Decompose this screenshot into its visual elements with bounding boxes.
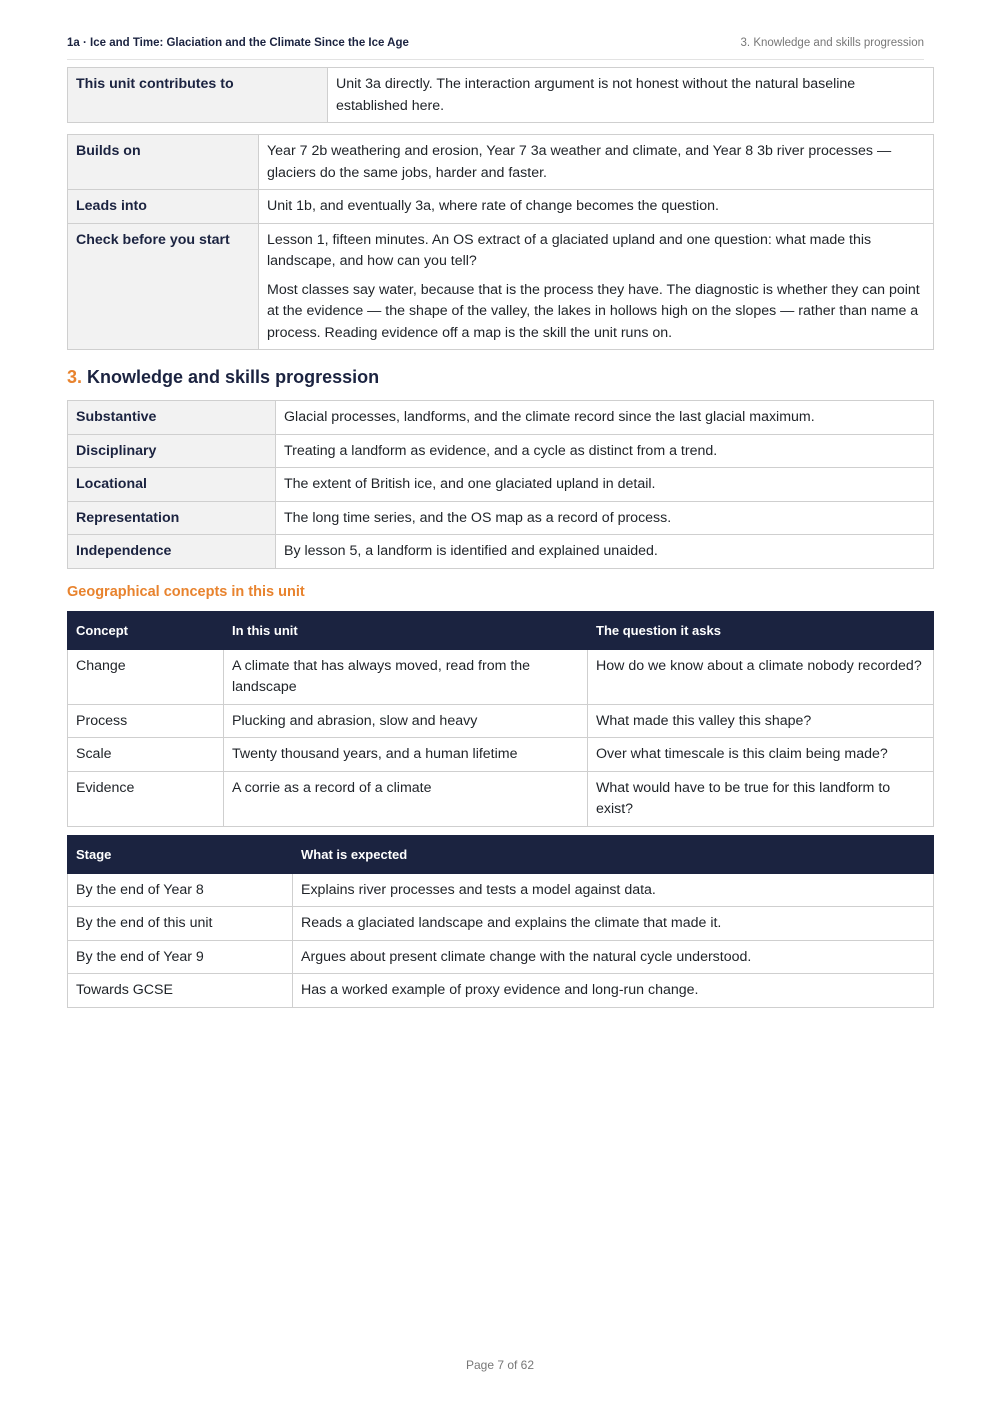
paragraph: Year 7 2b weathering and erosion, Year 7 3a weather and climate, and Year 8 3b river processes — glaciers do the same jobs, harder and faster. — [267, 143, 892, 181]
row-value: By lesson 5, a landform is identified and explained unaided. — [276, 535, 934, 569]
table-row — [68, 223, 934, 350]
row-value: Treating a landform as evidence, and a cycle as distinct from a trend. — [276, 434, 934, 468]
row-value: Glacial processes, landforms, and the climate record since the last glacial maximum. — [276, 401, 934, 435]
row-label: Substantive — [68, 401, 276, 435]
section-title-text: Knowledge and skills progression — [87, 367, 380, 387]
paragraph: Lesson 1, fifteen minutes. An OS extract of a glaciated upland and one question: what made this landscape, and how can you tell? — [267, 231, 872, 269]
table-cell: How do we know about a climate nobody recorded? — [588, 649, 934, 704]
row-value — [259, 135, 934, 190]
section-heading — [67, 367, 379, 388]
paragraph: Unit 1b, and eventually 3a, where rate of change becomes the question. — [267, 198, 719, 214]
row-label: This unit contributes to — [68, 68, 328, 123]
running-header — [67, 37, 924, 60]
table-cell: Plucking and abrasion, slow and heavy — [224, 704, 588, 738]
row-label: Representation — [68, 501, 276, 535]
row-label: Leads into — [68, 190, 259, 224]
table-cell: A corrie as a record of a climate — [224, 771, 588, 826]
table-cell: Argues about present climate change with the natural cycle understood. — [293, 940, 934, 974]
row-value — [259, 223, 934, 350]
table-cell: By the end of Year 9 — [68, 940, 293, 974]
table-row — [68, 974, 934, 1008]
row-value — [259, 190, 934, 224]
stages-table — [67, 835, 934, 1008]
column-header: What is expected — [293, 836, 934, 874]
row-value: The extent of British ice, and one glaciated upland in detail. — [276, 468, 934, 502]
table-row — [68, 135, 934, 190]
header-unit-title: 1a · Ice and Time: Glaciation and the Climate Since the Ice Age — [67, 37, 409, 49]
table-cell: Explains river processes and tests a model against data. — [293, 873, 934, 907]
table-row — [68, 68, 934, 123]
table-row — [68, 771, 934, 826]
table-row — [68, 434, 934, 468]
table-row — [68, 535, 934, 569]
row-label: Check before you start — [68, 223, 259, 350]
row-label: Disciplinary — [68, 434, 276, 468]
table-cell: Has a worked example of proxy evidence and long-run change. — [293, 974, 934, 1008]
table-cell: A climate that has always moved, read from the landscape — [224, 649, 588, 704]
table-row — [68, 873, 934, 907]
table-row — [68, 401, 934, 435]
table-cell: Towards GCSE — [68, 974, 293, 1008]
table-cell: By the end of this unit — [68, 907, 293, 941]
knowledge-table — [67, 400, 934, 569]
paragraph: Most classes say water, because that is the process they have. The diagnostic is whether they can point at the evidence — the shape of the valley, the lakes in hollows high on the slopes — rather than name a process. Reading evidence off a map is the skill the unit runs on. — [267, 281, 920, 341]
table-cell: Change — [68, 649, 224, 704]
concepts-table — [67, 611, 934, 827]
table-cell: Reads a glaciated landscape and explains the climate that made it. — [293, 907, 934, 941]
table-cell: Over what timescale is this claim being made? — [588, 738, 934, 772]
table-row — [68, 649, 934, 704]
table-header-row — [68, 836, 934, 874]
table-cell: Evidence — [68, 771, 224, 826]
unit-links-table — [67, 134, 934, 350]
row-value: The long time series, and the OS map as a record of process. — [276, 501, 934, 535]
table-row — [68, 501, 934, 535]
page-number: Page 7 of 62 — [465, 1358, 535, 1372]
table-cell: What made this valley this shape? — [588, 704, 934, 738]
table-row — [68, 738, 934, 772]
table-row — [68, 940, 934, 974]
table-cell: Process — [68, 704, 224, 738]
table-cell: What would have to be true for this landform to exist? — [588, 771, 934, 826]
concepts-heading: Geographical concepts in this unit — [67, 584, 305, 600]
table-cell: Twenty thousand years, and a human lifetime — [224, 738, 588, 772]
column-header: Concept — [68, 612, 224, 650]
column-header: The question it asks — [588, 612, 934, 650]
row-value: Unit 3a directly. The interaction argument is not honest without the natural baseline established here. — [328, 68, 934, 123]
table-cell: Scale — [68, 738, 224, 772]
table-row — [68, 468, 934, 502]
section-number: 3. — [67, 367, 83, 387]
column-header: In this unit — [224, 612, 588, 650]
row-label: Locational — [68, 468, 276, 502]
row-label: Independence — [68, 535, 276, 569]
table-row — [68, 190, 934, 224]
row-label: Builds on — [68, 135, 259, 190]
table-row — [68, 907, 934, 941]
table-header-row — [68, 612, 934, 650]
header-section-title: 3. Knowledge and skills progression — [740, 37, 924, 49]
table-cell: By the end of Year 8 — [68, 873, 293, 907]
column-header: Stage — [68, 836, 293, 874]
contributes-table — [67, 67, 934, 123]
table-row — [68, 704, 934, 738]
